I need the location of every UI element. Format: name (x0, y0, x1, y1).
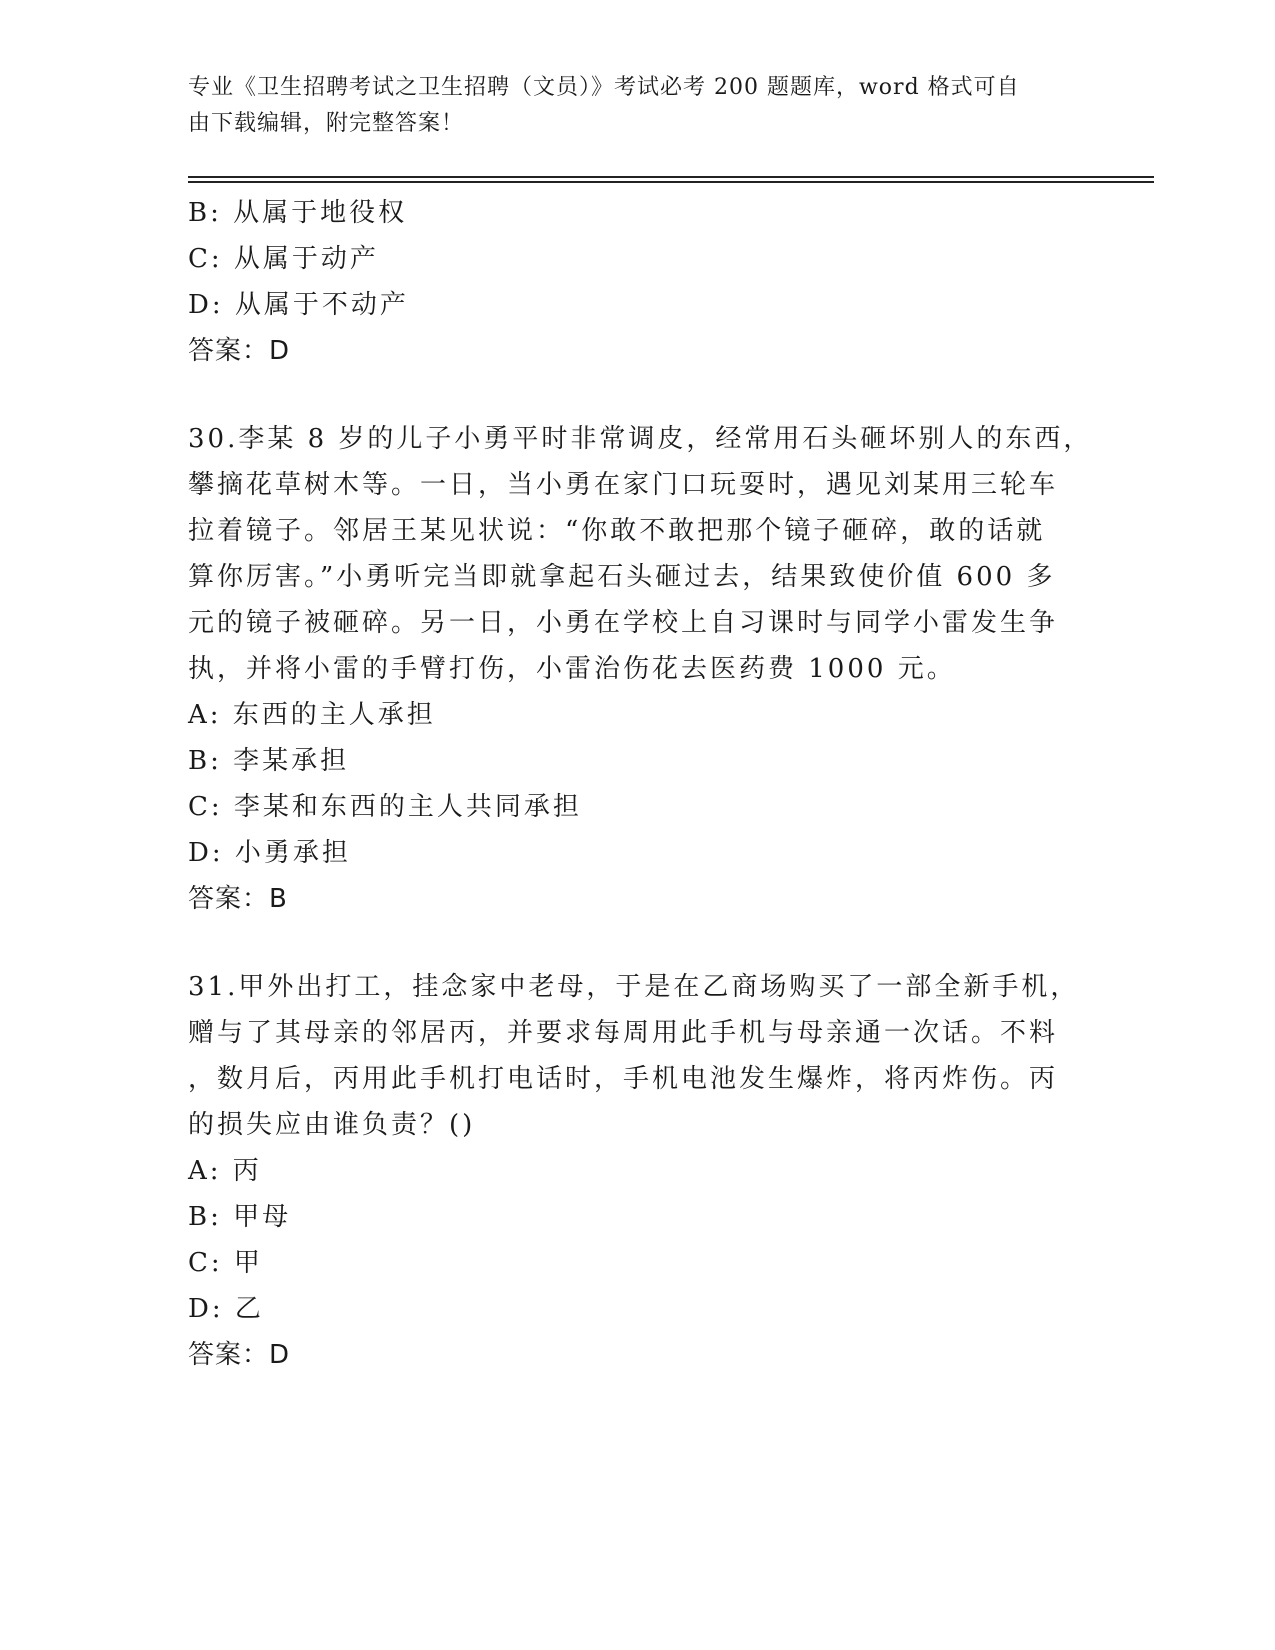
option-d: D: 从属于不动产 (188, 290, 409, 320)
question-30 (188, 416, 1093, 922)
option-c: C: 甲 (188, 1248, 263, 1278)
document-header (188, 70, 1088, 142)
stem-line: 拉着镜子。邻居王某见状说：“你敢不敢把那个镜子砸碎，敢的话就 (188, 516, 1046, 546)
stem-line: 的损失应由谁负责？() (188, 1110, 476, 1140)
stem-line: 执，并将小雷的手臂打伤，小雷治伤花去医药费 1000 元。 (188, 654, 956, 684)
previous-question (188, 190, 1068, 374)
stem-line: 31.甲外出打工，挂念家中老母，于是在乙商场购买了一部全新手机， (188, 972, 1080, 1002)
question-content (188, 190, 1093, 1378)
option-c: C: 李某和东西的主人共同承担 (188, 792, 582, 822)
answer-line: 答案：B (188, 884, 288, 914)
option-b: B: 从属于地役权 (188, 198, 408, 228)
stem-line: 攀摘花草树木等。一日，当小勇在家门口玩耍时，遇见刘某用三轮车 (188, 470, 1059, 500)
header-divider-bottom (188, 181, 1154, 183)
option-d: D: 乙 (188, 1294, 264, 1324)
answer-line: 答案：D (188, 336, 291, 366)
stem-line: 算你厉害。”小勇听完当即就拿起石头砸过去，结果致使价值 600 多 (188, 562, 1056, 592)
question-stem (188, 416, 1093, 692)
stem-line: ，数月后，丙用此手机打电话时，手机电池发生爆炸，将丙炸伤。丙 (188, 1064, 1059, 1094)
option-b: B: 甲母 (188, 1202, 292, 1232)
header-line-1: 专业《卫生招聘考试之卫生招聘（文员）》考试必考 200 题题库，word 格式可自 (188, 75, 1020, 100)
option-a: A: 东西的主人承担 (188, 700, 436, 730)
question-stem (188, 964, 1080, 1148)
option-c: C: 从属于动产 (188, 244, 379, 274)
stem-line: 30.李某 8 岁的儿子小勇平时非常调皮，经常用石头砸坏别人的东西， (188, 424, 1093, 454)
stem-line: 赠与了其母亲的邻居丙，并要求每周用此手机与母亲通一次话。不料 (188, 1018, 1059, 1048)
header-divider-top (188, 176, 1154, 178)
header-line-2: 由下载编辑，附完整答案！ (188, 111, 465, 136)
option-d: D: 小勇承担 (188, 838, 351, 868)
option-a: A: 丙 (188, 1156, 262, 1186)
spacer (188, 922, 1068, 964)
spacer (188, 374, 1068, 416)
stem-line: 元的镜子被砸碎。另一日，小勇在学校上自习课时与同学小雷发生争 (188, 608, 1059, 638)
answer-line: 答案：D (188, 1340, 291, 1370)
question-31 (188, 964, 1080, 1378)
option-b: B: 李某承担 (188, 746, 350, 776)
